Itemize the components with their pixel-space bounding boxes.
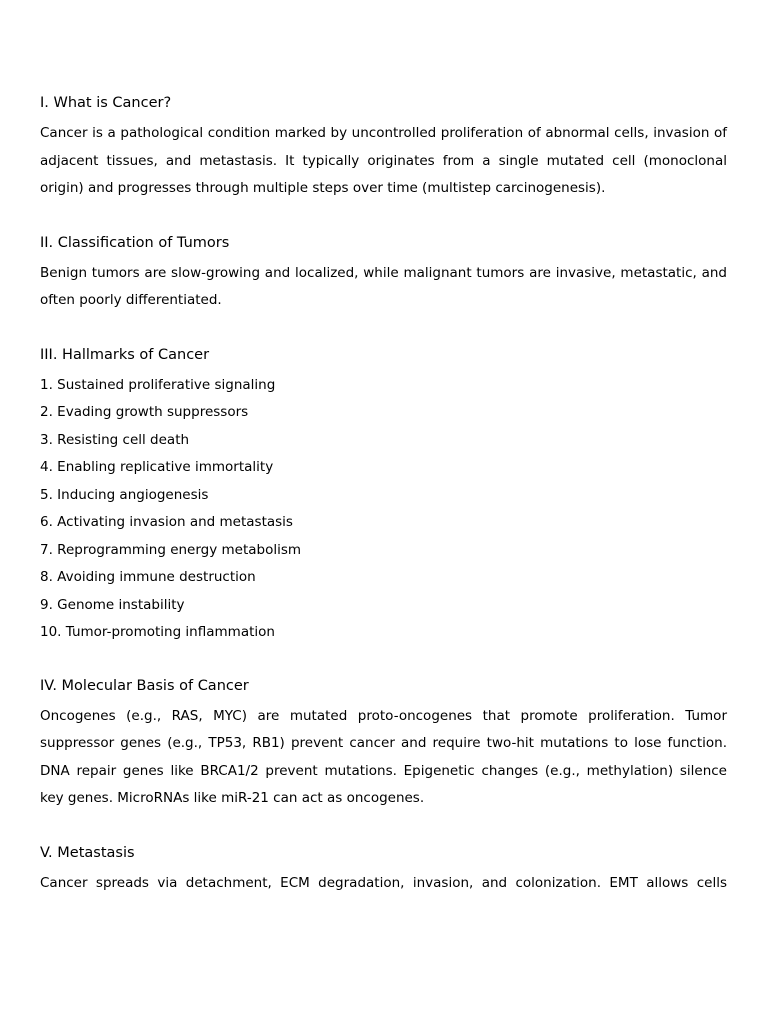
list-item: 9. Genome instability — [40, 596, 185, 613]
section-metastasis — [40, 843, 727, 898]
section-paragraph: Benign tumors are slow-growing and localized, while malignant tumors are invasive, metastatic, and often poorly differentiated. — [40, 264, 727, 308]
document-page — [40, 93, 727, 920]
section-heading: II. Classification of Tumors — [40, 234, 230, 251]
list-item: 5. Inducing angiogenesis — [40, 486, 209, 503]
list-item: 3. Resisting cell death — [40, 431, 190, 448]
section-paragraph: Oncogenes (e.g., RAS, MYC) are mutated proto-oncogenes that promote proliferation. Tumor suppressor genes (e.g., TP53, RB1) prevent cancer and require two-hit mutations to lose function. DNA repair genes like BRCA1/2 prevent mutations. Epigenetic changes (e.g., methylation) silence key genes. MicroRNAs like miR-21 can act as oncogenes. — [40, 707, 727, 806]
list-item: 10. Tumor-promoting inflammation — [40, 624, 275, 640]
section-hallmarks-of-cancer — [40, 345, 727, 647]
section-classification-of-tumors — [40, 233, 727, 315]
list-item: 1. Sustained proliferative signaling — [40, 376, 276, 393]
list-item: 8. Avoiding immune destruction — [40, 569, 256, 585]
section-heading: III. Hallmarks of Cancer — [40, 346, 210, 363]
section-heading: V. Metastasis — [40, 844, 135, 861]
section-molecular-basis — [40, 676, 727, 813]
section-heading: I. What is Cancer? — [40, 95, 172, 111]
section-paragraph: Cancer is a pathological condition marked by uncontrolled proliferation of abnormal cells, invasion of adjacent tissues, and metastasis. It typically originates from a single mutated cell (monoclonal origin) and progresses through multiple steps over time (multistep carcinogenesis). — [40, 125, 727, 196]
list-item: 2. Evading growth suppressors — [40, 404, 249, 420]
section-heading: IV. Molecular Basis of Cancer — [40, 677, 249, 694]
section-what-is-cancer — [40, 93, 727, 203]
list-item: 6. Activating invasion and metastasis — [40, 514, 293, 530]
hallmarks-list — [40, 372, 727, 647]
list-item: 7. Reprogramming energy metabolism — [40, 541, 302, 558]
section-paragraph-partial: Cancer spreads via detachment, ECM degradation, invasion, and colonization. EMT allows cells — [40, 874, 727, 891]
list-item: 4. Enabling replicative immortality — [40, 459, 274, 475]
